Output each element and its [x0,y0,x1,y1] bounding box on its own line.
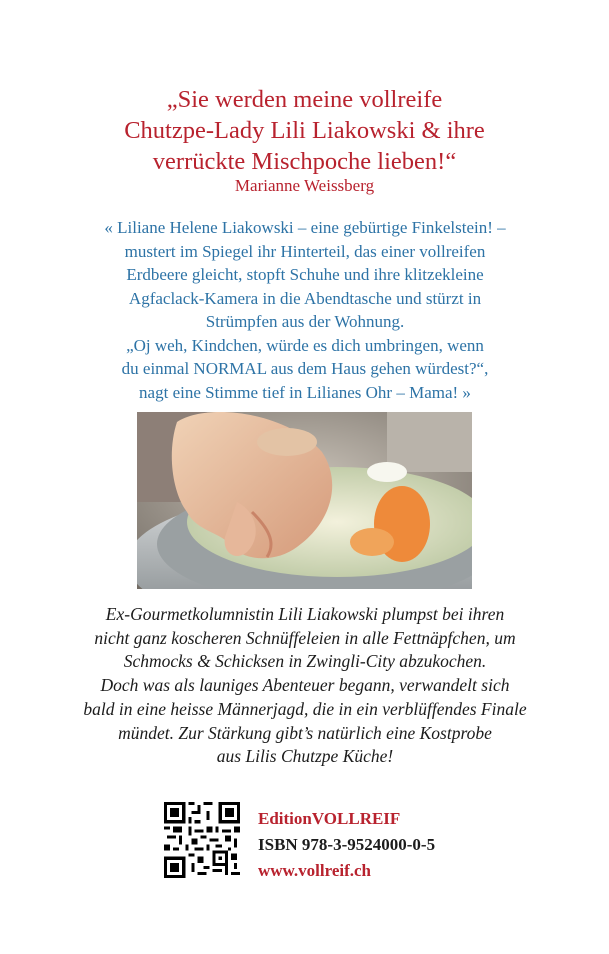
quote-line: Chutzpe-Lady Lili Liakowski & ihre [124,117,485,144]
quote-author: Marianne Weissberg [234,176,375,195]
publisher-name: EditionVOLLREIF [258,809,401,828]
excerpt-line: du einmal NORMAL aus dem Haus gehen würdest?“, [121,359,489,378]
excerpt-line: Agfaclack-Kamera in die Abendtasche und stürzt in [128,288,482,308]
excerpt-line: Erdbeere gleicht, stopft Schuhe und ihre klitzekleine [126,265,484,284]
cover-photo-chicken-in-pot [137,412,472,589]
endorsement-quote [0,84,609,177]
excerpt-line: « Liliane Helene Liakowski – eine gebürtige Finkelstein! – [104,218,506,237]
qr-code[interactable] [164,802,240,878]
blurb-line: Ex-Gourmetkolumnistin Lili Liakowski plumpst bei ihren [105,604,505,624]
book-excerpt [40,216,570,404]
blurb-line: mündet. Zur Stärkung gibt’s natürlich eine Kostprobe [118,722,492,743]
qr-code-icon [164,802,240,878]
excerpt-line: Strümpfen aus der Wohnung. [205,312,405,331]
quote-line: „Sie werden meine vollreife [166,86,443,113]
blurb-line: Schmocks & Schicksen in Zwingli-City abzukochen. [123,651,487,672]
blurb-line: bald in eine heisse Männerjagd, die in ein verblüffendes Finale [83,698,527,719]
blurb-line: Doch was als launiges Abenteuer begann, verwandelt sich [100,675,510,696]
photo-illustration [137,412,472,589]
quote-line: verrückte Mischpoche lieben!“ [152,148,457,175]
excerpt-line: „Oj weh, Kindchen, würde es dich umbringen, wenn [126,335,484,355]
book-blurb [20,603,590,769]
isbn-number: ISBN 978-3-9524000-0-5 [258,835,436,854]
blurb-line: nicht ganz koscheren Schnüffeleien in alle Fettnäpfchen, um [94,627,516,648]
excerpt-line: nagt eine Stimme tief in Lilianes Ohr – Mama! » [139,382,471,402]
excerpt-line: mustert im Spiegel ihr Hinterteil, das einer vollreifen [124,241,486,261]
blurb-line: aus Lilis Chutzpe Küche! [216,746,394,767]
website-link[interactable]: www.vollreif.ch [258,861,372,880]
